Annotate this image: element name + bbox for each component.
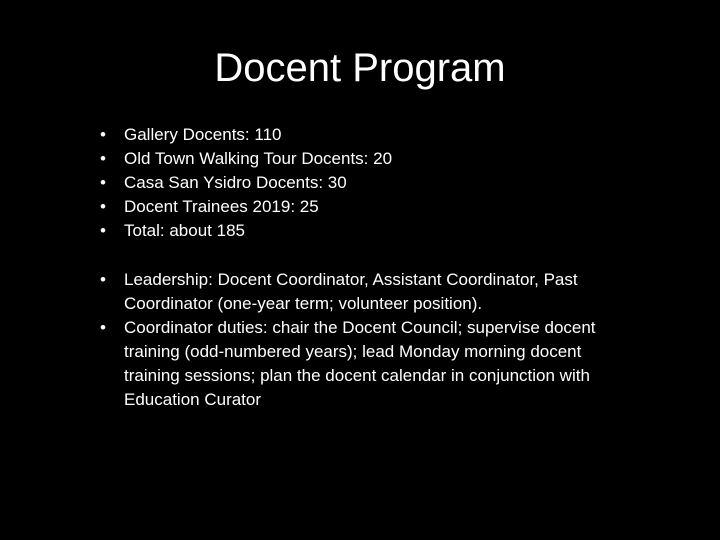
bullet-icon: •	[100, 197, 106, 216]
slide-title: Docent Program	[214, 46, 506, 90]
docent-counts-list	[100, 123, 620, 243]
bullet-icon: •	[100, 221, 106, 240]
list-item	[100, 195, 620, 219]
list-item-text: Total: about 185	[124, 221, 245, 240]
list-item-text: Gallery Docents: 110	[124, 125, 282, 144]
list-item-text: Old Town Walking Tour Docents: 20	[124, 149, 393, 168]
bullet-icon: •	[100, 125, 106, 144]
list-item-text: Docent Trainees 2019: 25	[124, 197, 319, 216]
list-item	[100, 268, 600, 316]
list-item	[100, 316, 600, 412]
list-item	[100, 219, 620, 243]
bullet-icon: •	[100, 270, 106, 289]
bullet-icon: •	[100, 318, 106, 337]
list-item	[100, 171, 620, 195]
list-item-text: Casa San Ysidro Docents: 30	[124, 173, 347, 192]
list-item-text: Coordinator duties: chair the Docent Council; supervise docent training (odd-numbered years); lead Monday morning docent training sessions; plan the docent calendar in conjunction with Education Curator	[124, 318, 596, 409]
list-item	[100, 123, 620, 147]
bullet-icon: •	[100, 173, 106, 192]
leadership-details-list	[100, 268, 600, 412]
bullet-icon: •	[100, 149, 106, 168]
list-item	[100, 147, 620, 171]
list-item-text: Leadership: Docent Coordinator, Assistant Coordinator, Past Coordinator (one-year term; volunteer position).	[124, 270, 578, 313]
